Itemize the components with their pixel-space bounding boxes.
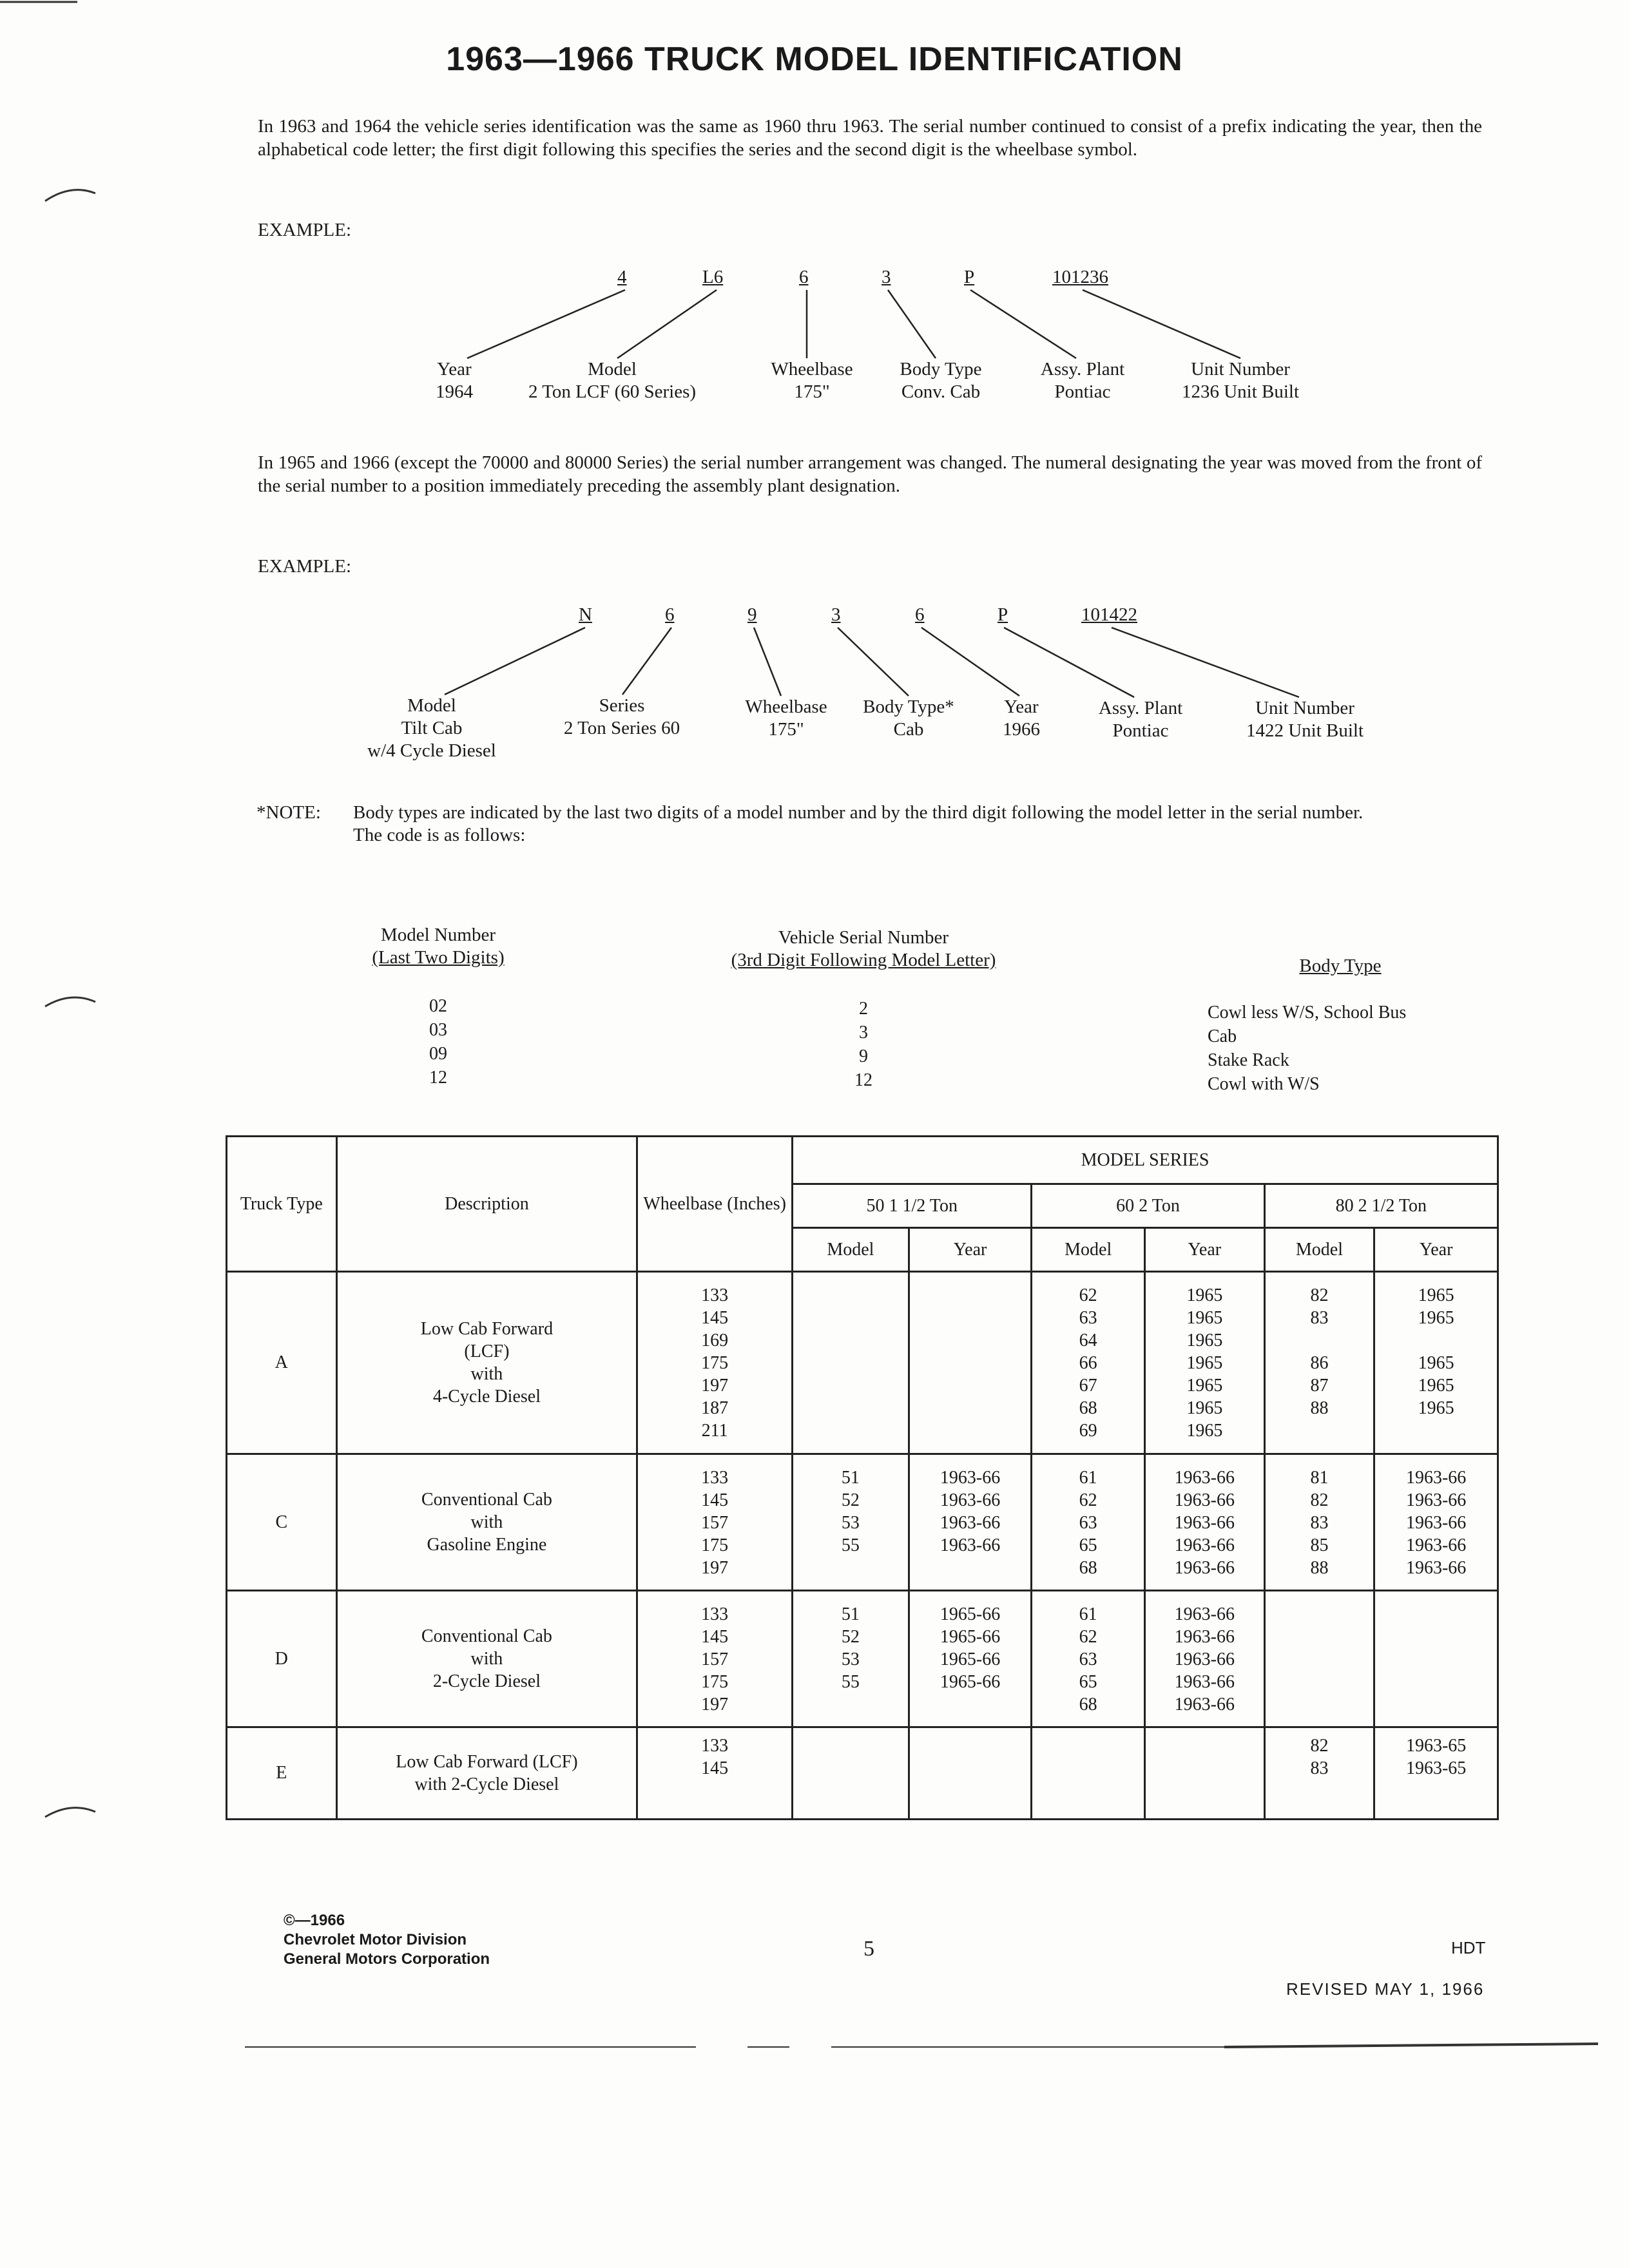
code-model-cell: 12 (429, 1068, 447, 1088)
example2-token-body: 3 (831, 604, 841, 625)
truck-type-cell: D (227, 1591, 337, 1727)
example2-caption-plant: Assy. Plant Pontiac (1098, 698, 1183, 741)
example1-token-body: 3 (882, 267, 891, 287)
code-header-body: Body Type (1299, 956, 1382, 976)
year-80-cell: 1965 1965 1965 1965 1965 (1374, 1272, 1498, 1454)
example1-caption-unit: Unit Number 1236 Unit Built (1181, 359, 1300, 402)
code-serial-cell: 12 (854, 1070, 872, 1090)
example-label-2: EXAMPLE: (258, 556, 351, 577)
description-cell: Low Cab Forward (LCF) with 2-Cycle Diesel (336, 1727, 637, 1820)
example1-token-model: L6 (702, 267, 724, 287)
model-80-cell: 82 83 (1264, 1727, 1374, 1820)
code-body-cell: Stake Rack (1208, 1050, 1289, 1070)
example1-caption-plant: Assy. Plant Pontiac (1040, 359, 1125, 402)
page-number: 5 (863, 1937, 874, 1961)
truck-type-cell: A (227, 1272, 337, 1454)
example1-token-plant: P (964, 267, 975, 287)
code-header-model: Model Number (Last Two Digits) (372, 925, 505, 968)
example2-token-model: N (579, 604, 592, 625)
model-80-cell: 81 82 83 85 88 (1264, 1454, 1374, 1591)
example1-token-wheelbase: 6 (799, 267, 809, 287)
wheelbase-cell: 133 145 (637, 1727, 793, 1820)
model-50-cell (793, 1272, 909, 1454)
example2-caption-unit: Unit Number 1422 Unit Built (1246, 698, 1364, 741)
code-body-cell: Cowl with W/S (1208, 1074, 1320, 1094)
footer-division: Chevrolet Motor Division (284, 1931, 467, 1948)
year-50-cell: 1963-66 1963-66 1963-66 1963-66 (909, 1454, 1032, 1591)
example2-token-series: 6 (665, 604, 675, 625)
header-model: Model (1264, 1228, 1374, 1272)
truck-type-cell: C (227, 1454, 337, 1591)
model-60-cell: 62 63 64 66 67 68 69 (1032, 1272, 1145, 1454)
model-50-cell: 51 52 53 55 (793, 1591, 909, 1727)
code-serial-column (838, 997, 889, 1092)
code-model-cell: 02 (429, 996, 447, 1016)
footer-publisher (284, 1911, 490, 1969)
model-60-cell (1032, 1727, 1145, 1820)
example2-caption-body: Body Type* Cab (863, 697, 954, 740)
note-text-main: Body types are indicated by the last two digits of a model number and by the third digit following the model letter in the serial number. (353, 802, 1364, 823)
header-model: Model (1032, 1228, 1145, 1272)
description-cell: Low Cab Forward (LCF) with 4-Cycle Diesel (336, 1272, 637, 1454)
truck-type-cell: E (227, 1727, 337, 1820)
code-serial-cell: 2 (859, 999, 868, 1019)
wheelbase-cell: 133 145 157 175 197 (637, 1591, 793, 1727)
description-cell: Conventional Cab with 2-Cycle Diesel (336, 1591, 637, 1727)
document-code: HDT (1451, 1938, 1486, 1957)
example2-token-year: 6 (915, 604, 925, 625)
example2-caption-model: Model Tilt Cab w/4 Cycle Diesel (367, 695, 496, 761)
year-80-cell: 1963-66 1963-66 1963-66 1963-66 1963-66 (1374, 1454, 1498, 1591)
example1-token-unit: 101236 (1052, 267, 1108, 287)
header-year: Year (1144, 1228, 1264, 1272)
example-label-1: EXAMPLE: (258, 220, 351, 240)
code-header-serial: Vehicle Serial Number (3rd Digit Following Model Letter) (731, 927, 996, 970)
year-50-cell: 1965-66 1965-66 1965-66 1965-66 (909, 1591, 1032, 1727)
header-model: Model (793, 1228, 909, 1272)
page-title: 1963—1966 TRUCK MODEL IDENTIFICATION (446, 41, 1183, 78)
header-model-series: MODEL SERIES (793, 1137, 1498, 1184)
example1-token-year: 4 (617, 267, 627, 287)
year-80-cell: 1963-65 1963-65 (1374, 1727, 1498, 1820)
model-series-table (226, 1135, 1499, 1820)
code-model-column (412, 994, 464, 1090)
header-truck-type: Truck Type (227, 1137, 337, 1272)
header-year: Year (1374, 1228, 1498, 1272)
example2-token-unit: 101422 (1081, 604, 1137, 625)
table-row (227, 1591, 1498, 1727)
wheelbase-cell: 133 145 169 175 197 187 211 (637, 1272, 793, 1454)
year-60-cell: 1965 1965 1965 1965 1965 1965 1965 (1144, 1272, 1264, 1454)
year-60-cell: 1963-66 1963-66 1963-66 1963-66 1963-66 (1144, 1454, 1264, 1591)
model-80-cell: 82 83 86 87 88 (1264, 1272, 1374, 1454)
code-model-cell: 03 (429, 1020, 447, 1040)
header-series-60: 60 2 Ton (1032, 1184, 1264, 1228)
year-60-cell: 1963-66 1963-66 1963-66 1963-66 1963-66 (1144, 1591, 1264, 1727)
year-60-cell (1144, 1727, 1264, 1820)
model-50-cell (793, 1727, 909, 1820)
model-60-cell: 61 62 63 65 68 (1032, 1454, 1145, 1591)
table-row (227, 1272, 1498, 1454)
header-description: Description (336, 1137, 637, 1272)
header-series-50: 50 1 1/2 Ton (793, 1184, 1032, 1228)
example2-caption-year: Year 1966 (1003, 697, 1040, 740)
code-body-cell: Cowl less W/S, School Bus (1208, 1003, 1407, 1023)
note-text (353, 802, 1482, 847)
year-50-cell (909, 1272, 1032, 1454)
example1-caption-wheelbase: Wheelbase 175" (771, 359, 853, 402)
year-80-cell (1374, 1591, 1498, 1727)
example2-caption-wheelbase: Wheelbase 175" (745, 697, 827, 740)
footer-copyright: ©—1966 (284, 1912, 345, 1929)
code-serial-cell: 3 (859, 1023, 868, 1043)
example1-caption-year: Year 1964 (436, 359, 473, 402)
header-year: Year (909, 1228, 1032, 1272)
table-row (227, 1454, 1498, 1591)
revision-date: REVISED MAY 1, 1966 (1286, 1979, 1485, 1999)
code-body-cell: Cab (1208, 1026, 1237, 1046)
example2-token-plant: P (998, 604, 1008, 625)
model-80-cell (1264, 1591, 1374, 1727)
example2-token-wheelbase: 9 (747, 604, 757, 625)
note-text-code: The code is as follows: (353, 825, 526, 845)
intro-paragraph-1: In 1963 and 1964 the vehicle series identification was the same as 1960 thru 1963. The serial number continued to consist of a prefix indicating the year, then the alphabetical code letter; the first digit following this specifies the series and the second digit is the wheelbase symbol. (258, 116, 1482, 160)
example2-caption-series: Series 2 Ton Series 60 (563, 695, 680, 738)
footer-corporation: General Motors Corporation (284, 1950, 490, 1968)
model-50-cell: 51 52 53 55 (793, 1454, 909, 1591)
description-cell: Conventional Cab with Gasoline Engine (336, 1454, 637, 1591)
note-label: *NOTE: (256, 802, 321, 823)
year-50-cell (909, 1727, 1032, 1820)
header-series-80: 80 2 1/2 Ton (1264, 1184, 1498, 1228)
example1-caption-body: Body Type Conv. Cab (900, 359, 982, 402)
header-wheelbase: Wheelbase (Inches) (637, 1137, 793, 1272)
code-body-column (1208, 1001, 1406, 1096)
model-60-cell: 61 62 63 65 68 (1032, 1591, 1145, 1727)
intro-paragraph-2: In 1965 and 1966 (except the 70000 and 80000 Series) the serial number arrangement was changed. The numeral designating the year was moved from the front of the serial number to a position immediately preceding the assembly plant designation. (258, 452, 1482, 496)
code-serial-cell: 9 (859, 1046, 868, 1066)
code-model-cell: 09 (429, 1044, 447, 1064)
table-row (227, 1727, 1498, 1820)
example1-caption-model: Model 2 Ton LCF (60 Series) (528, 359, 697, 402)
wheelbase-cell: 133 145 157 175 197 (637, 1454, 793, 1591)
